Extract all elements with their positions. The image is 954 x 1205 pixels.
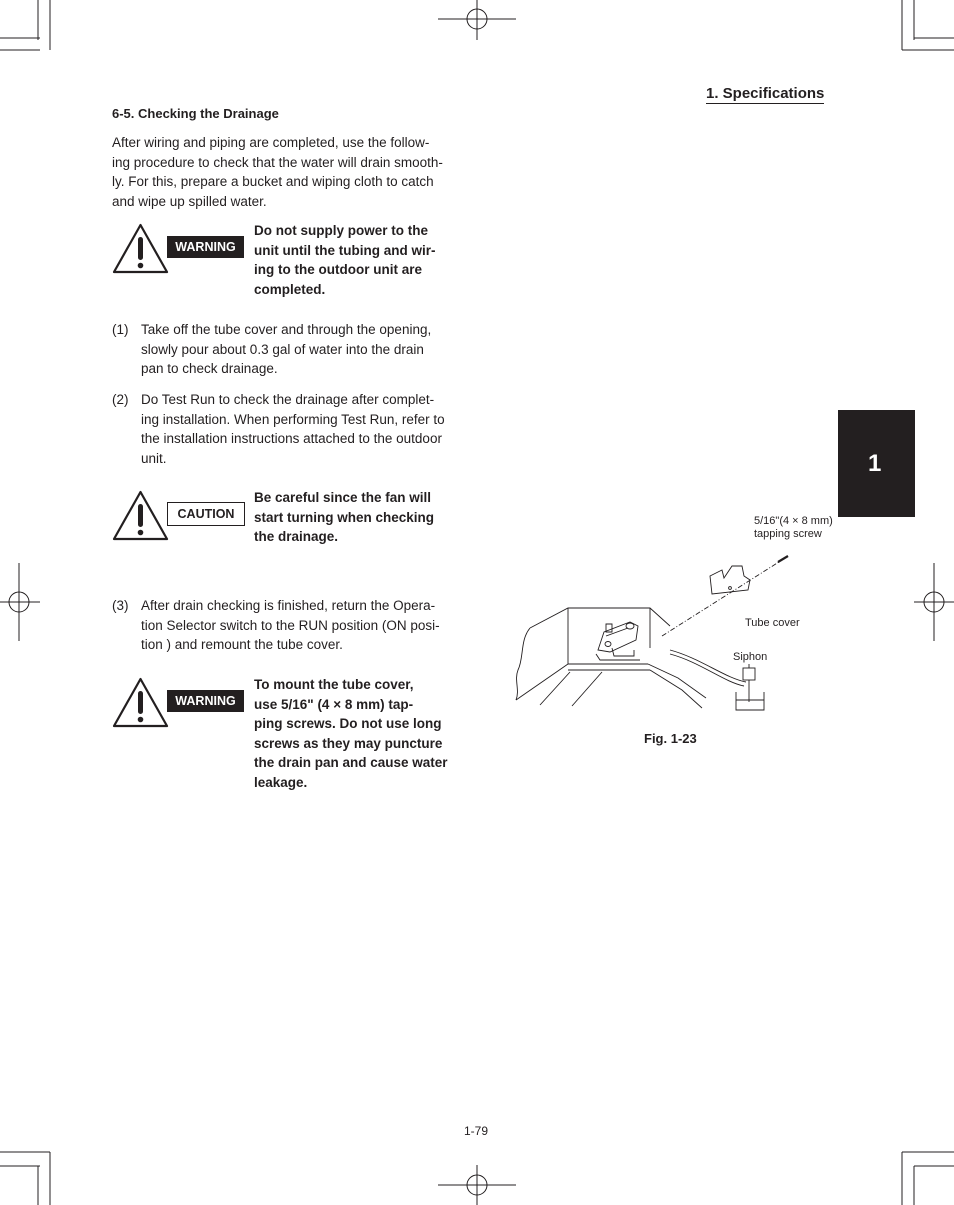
- page-number: 1-79: [464, 1124, 489, 1138]
- step-text: Take off the tube cover and through the opening, slowly pour about 0.3 gal of water into the drain pan to check drainage.: [141, 322, 432, 376]
- step-text: After drain checking is finished, return the Opera- tion Selector switch to the RUN position (ON posi- tion ) and remount the tube cover.: [141, 598, 440, 652]
- section-title: 6-5. Checking the Drainage: [112, 106, 279, 121]
- chapter-number: 1: [868, 450, 882, 477]
- caution-notice: [112, 490, 462, 550]
- warning-text: Do not supply power to the unit until the tubing and wir- ing to the outdoor unit are completed.: [254, 223, 436, 297]
- figure-caption: Fig. 1-23: [644, 731, 697, 746]
- warning-notice: [112, 677, 462, 797]
- warning-label: WARNING: [167, 236, 244, 258]
- step-number: (3): [112, 598, 129, 613]
- warning-triangle-icon: [112, 677, 169, 728]
- step-text: Do Test Run to check the drainage after complet- ing installation. When performing Test Run, refer to the installation instructions attached to the outdoor unit.: [141, 392, 445, 466]
- warning-text: To mount the tube cover, use 5/16" (4 × 8 mm) tap- ping screws. Do not use long screws as they may puncture the drain pan and cause water leakage.: [254, 677, 448, 790]
- caution-text: Be careful since the fan will start turning when checking the drainage.: [254, 490, 435, 544]
- warning-label: WARNING: [167, 690, 244, 712]
- intro-paragraph: After wiring and piping are completed, use the follow- ing procedure to check that the water will drain smooth- ly. For this, prepare a bucket and wiping cloth to catch and wipe up spilled water.: [112, 135, 443, 209]
- chapter-tab: [838, 410, 915, 517]
- step-1: [112, 320, 460, 380]
- step-number: (1): [112, 322, 129, 337]
- step-number: (2): [112, 392, 129, 407]
- drainage-figure: [510, 540, 810, 720]
- warning-notice: [112, 223, 462, 303]
- siphon-label: Siphon: [733, 651, 768, 663]
- caution-label: CAUTION: [167, 502, 245, 526]
- warning-triangle-icon: [112, 223, 169, 274]
- running-header: 1. Specifications: [706, 85, 825, 102]
- step-2: [112, 390, 460, 470]
- step-3: [112, 596, 460, 656]
- tube-cover-label: Tube cover: [745, 617, 800, 629]
- warning-triangle-icon: [112, 490, 169, 541]
- screw-label: 5/16"(4 × 8 mm) tapping screw: [754, 515, 833, 540]
